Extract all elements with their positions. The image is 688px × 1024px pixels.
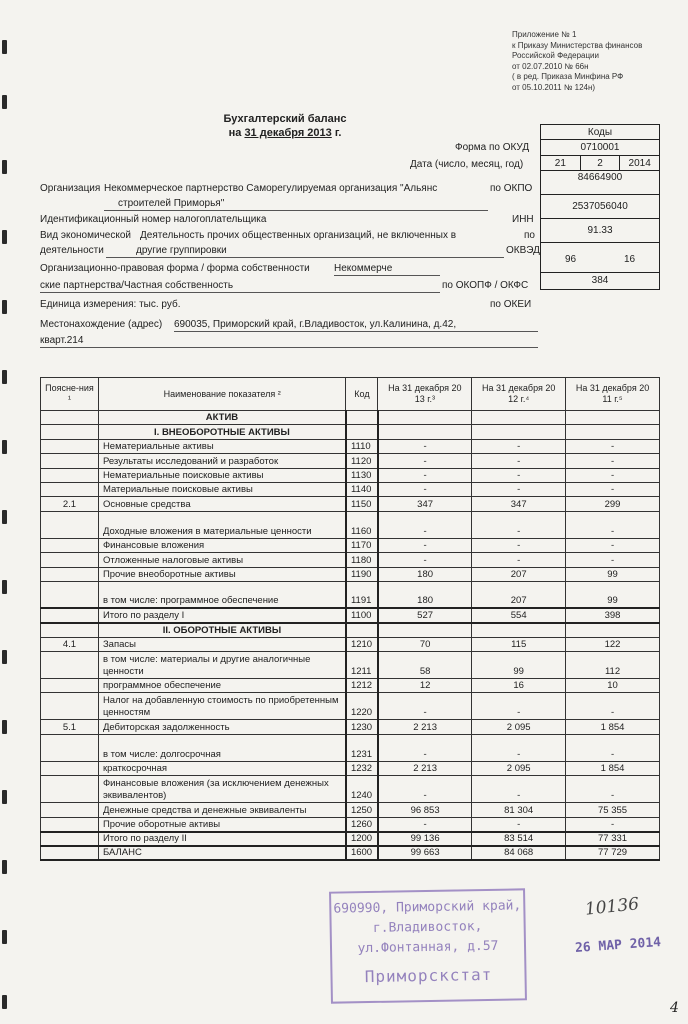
appendix-line: к Приказу Министерства финансов [512,40,643,50]
table-header-row [41,378,660,411]
table-row [41,679,660,693]
row-value-2011: - [566,817,660,831]
address-underline1 [174,331,538,332]
appendix-note [512,30,682,93]
okved-code: 91.33 [541,219,659,243]
date-month: 2 [581,156,621,171]
row-value-2011: 112 [566,652,660,679]
row-value-2012: 347 [472,497,566,511]
table-row [41,482,660,496]
row-name: в том числе: программное обеспечение [98,581,346,608]
row-code [346,411,378,425]
okopf-code: 96 [564,254,577,265]
row-name: Запасы [98,637,346,651]
row-code: 1130 [346,468,378,482]
binding-hole [2,370,7,384]
row-value-2011: 398 [566,608,660,622]
table-row [41,581,660,608]
row-note [41,817,99,831]
org-underline [104,210,488,211]
row-note [41,832,99,846]
row-code: 1200 [346,832,378,846]
table-row [41,803,660,817]
row-note [41,776,99,803]
row-note [41,734,99,761]
row-name: Финансовые вложения (за исключением денежных эквивалентов) [98,776,346,803]
row-note [41,454,99,468]
row-value-2012 [472,425,566,439]
header-2013: На 31 декабря 20 13 г.³ [378,378,472,411]
row-name: краткосрочная [98,761,346,775]
row-name: в том числе: долгосрочная [98,734,346,761]
row-name: Доходные вложения в материальные ценности [98,511,346,538]
activity-value-line2: другие группировки [136,245,227,256]
row-value-2012: - [472,468,566,482]
row-value-2012: - [472,454,566,468]
row-value-2013: 99 663 [378,846,472,860]
row-value-2011: - [566,468,660,482]
binding-hole [2,995,7,1009]
row-value-2013: - [378,776,472,803]
table-row [41,425,660,439]
row-value-2013: 12 [378,679,472,693]
row-value-2013: - [378,511,472,538]
row-value-2011: - [566,734,660,761]
po-label: по [524,230,535,241]
appendix-line: Российской Федерации [512,51,599,60]
binding-hole [2,580,7,594]
row-note [41,511,99,538]
row-note [41,468,99,482]
row-code: 1150 [346,497,378,511]
inn-code: 2537056040 [541,195,659,219]
okei-label: по ОКЕИ [490,299,532,310]
table-row [41,468,660,482]
row-value-2013: 96 853 [378,803,472,817]
legal-form-underline1 [334,275,440,276]
row-value-2011: 10 [566,679,660,693]
title-date-line [210,126,360,140]
legal-form-label: Организационно-правовая форма / форма собственности [40,263,310,274]
row-value-2012: - [472,511,566,538]
row-name: Денежные средства и денежные эквиваленты [98,803,346,817]
row-note [41,553,99,567]
row-value-2011: - [566,454,660,468]
date-code [541,156,659,172]
row-value-2013: 180 [378,581,472,608]
date-day: 21 [541,156,581,171]
address-underline2 [40,347,538,348]
table-row [41,720,660,734]
row-value-2012: 2 095 [472,720,566,734]
row-value-2012: - [472,817,566,831]
row-value-2012: 83 514 [472,832,566,846]
row-name: Прочие внеоборотные активы [98,567,346,581]
header-code: Код [346,378,378,411]
binding-hole [2,160,7,174]
unit-label: Единица измерения: тыс. руб. [40,299,181,310]
row-value-2011: - [566,439,660,453]
binding-hole [2,300,7,314]
okei-code: 384 [591,275,609,286]
row-code: 1212 [346,679,378,693]
binding-hole [2,230,7,244]
table-row [41,652,660,679]
row-value-2013: 347 [378,497,472,511]
row-value-2013: - [378,482,472,496]
row-note: 2.1 [41,497,99,511]
row-name: в том числе: материалы и другие аналогичные ценности [98,652,346,679]
row-name: БАЛАНС [98,846,346,860]
row-value-2013: 2 213 [378,761,472,775]
row-value-2011: 77 331 [566,832,660,846]
table-row [41,411,660,425]
row-name: Дебиторская задолженность [98,720,346,734]
row-value-2012: 81 304 [472,803,566,817]
table-row [41,623,660,637]
row-value-2013: 527 [378,608,472,622]
table-row [41,608,660,622]
row-name: Результаты исследований и разработок [98,454,346,468]
row-note [41,608,99,622]
binding-hole [2,930,7,944]
appendix-line: ( в ред. Приказа Минфина РФ [512,72,624,81]
table-row [41,538,660,552]
table-row [41,511,660,538]
row-value-2013: - [378,734,472,761]
row-value-2012: - [472,776,566,803]
received-date-stamp: 26 МАР 2014 [574,935,662,956]
appendix-line: от 05.10.2011 № 124н) [512,82,596,92]
codes-box [540,124,660,290]
date-year: 2014 [628,157,651,169]
row-code: 1170 [346,538,378,552]
legal-form-value2: ские партнерства/Частная собственность [40,280,234,291]
appendix-line: от 02.07.2010 № 66н [512,61,589,71]
table-row [41,553,660,567]
row-value-2013: - [378,693,472,720]
row-note [41,761,99,775]
row-value-2013: - [378,817,472,831]
row-code: 1100 [346,608,378,622]
row-value-2012: 207 [472,581,566,608]
handwritten-registration-number: 10136 [584,894,640,920]
row-name: Прочие оборотные активы [98,817,346,831]
row-note [41,623,99,637]
row-code: 1160 [346,511,378,538]
binding-hole [2,510,7,524]
row-value-2013 [378,425,472,439]
row-code: 1210 [346,637,378,651]
row-note [41,439,99,453]
stamp-line: ул.Фонтанная, д.57 [357,938,499,957]
okud-label: Форма по ОКУД [455,142,530,153]
legal-form-underline2 [40,292,440,293]
appendix-line: Приложение № 1 [512,30,577,39]
row-value-2012: 115 [472,637,566,651]
row-note [41,411,99,425]
address-value-line1: 690035, Приморский край, г.Владивосток, ул.Калинина, д.42, [174,319,457,330]
table-row [41,832,660,846]
binding-hole [2,95,7,109]
binding-hole [2,720,7,734]
table-row [41,817,660,831]
table-row [41,693,660,720]
row-code: 1180 [346,553,378,567]
table-row [41,567,660,581]
binding-hole [2,40,7,54]
row-value-2013: - [378,468,472,482]
balance-table [40,377,660,861]
row-value-2012: 84 068 [472,846,566,860]
row-name: I. ВНЕОБОРОТНЫЕ АКТИВЫ [98,425,346,439]
row-value-2011 [566,425,660,439]
page-number: 4 [670,1000,679,1016]
row-code: 1232 [346,761,378,775]
row-value-2013: - [378,454,472,468]
binding-hole [2,860,7,874]
row-code: 1231 [346,734,378,761]
address-value-line2: кварт.214 [40,335,84,346]
header-2011: На 31 декабря 20 11 г.⁵ [566,378,660,411]
row-code: 1240 [346,776,378,803]
row-value-2011: 99 [566,567,660,581]
okfs-code: 16 [623,254,636,265]
row-value-2011: 299 [566,497,660,511]
stamp-line: г.Владивосток, [372,919,483,936]
row-value-2013: - [378,538,472,552]
row-note [41,538,99,552]
table-row [41,497,660,511]
title-line: Бухгалтерский баланс [223,113,347,125]
row-note: 4.1 [41,637,99,651]
activity-value-line1: Деятельность прочих общественных организаций, не включенных в [140,230,457,241]
okud-code: 0710001 [541,140,659,156]
row-value-2013: 2 213 [378,720,472,734]
row-code: 1120 [346,454,378,468]
okved-label: ОКВЭД [506,245,540,256]
row-value-2011: 1 854 [566,761,660,775]
row-value-2011: - [566,553,660,567]
row-value-2013: - [378,553,472,567]
row-name: Итого по разделу I [98,608,346,622]
stamp-org-name: Приморскстат [364,964,493,987]
row-value-2012 [472,411,566,425]
row-note [41,581,99,608]
row-note [41,425,99,439]
table-row [41,846,660,860]
inn-short-label: ИНН [512,214,534,225]
row-note [41,679,99,693]
okpo-label: по ОКПО [490,183,533,194]
row-code [346,623,378,637]
row-name: Нематериальные активы [98,439,346,453]
row-value-2011: 77 729 [566,846,660,860]
title-prefix: на [228,127,242,139]
row-name: Налог на добавленную стоимость по приобретенным ценностям [98,693,346,720]
row-value-2012: - [472,734,566,761]
row-code: 1600 [346,846,378,860]
row-code: 1190 [346,567,378,581]
row-value-2013: 180 [378,567,472,581]
table-row [41,637,660,651]
row-name: Отложенные налоговые активы [98,553,346,567]
row-note [41,803,99,817]
row-name: программное обеспечение [98,679,346,693]
row-value-2011: 1 854 [566,720,660,734]
row-note [41,567,99,581]
row-value-2011: - [566,511,660,538]
activity-label1: Вид экономической [40,230,131,241]
row-note [41,482,99,496]
row-code: 1191 [346,581,378,608]
row-value-2012: - [472,693,566,720]
statistics-office-stamp [329,888,527,1003]
row-name: Финансовые вложения [98,538,346,552]
row-value-2013 [378,623,472,637]
row-code: 1211 [346,652,378,679]
row-name: АКТИВ [98,411,346,425]
row-value-2013: 70 [378,637,472,651]
row-value-2011: 75 355 [566,803,660,817]
header-name: Наименование показателя ² [98,378,346,411]
table-row [41,776,660,803]
row-code: 1220 [346,693,378,720]
title-suffix: г. [334,127,342,139]
okpo-code: 84664900 [541,171,659,195]
row-value-2012: 16 [472,679,566,693]
row-value-2011 [566,623,660,637]
row-value-2012: - [472,482,566,496]
stamp-line: 690990, Приморский край, [333,898,522,917]
row-value-2011: - [566,776,660,803]
row-value-2013: - [378,439,472,453]
org-label: Организация [40,183,101,194]
row-name: II. ОБОРОТНЫЕ АКТИВЫ [98,623,346,637]
table-row [41,454,660,468]
inn-label: Идентификационный номер налогоплательщика [40,214,267,225]
row-code: 1140 [346,482,378,496]
activity-label2: деятельности [40,245,104,256]
org-name-line2: строителей Приморья" [118,198,225,209]
row-value-2013: 58 [378,652,472,679]
date-label: Дата (число, месяц, год) [410,159,524,170]
row-value-2011: - [566,482,660,496]
legal-form-value1: Некоммерче [334,263,393,274]
row-name: Материальные поисковые активы [98,482,346,496]
row-code: 1260 [346,817,378,831]
row-value-2012: 207 [472,567,566,581]
row-value-2011 [566,411,660,425]
row-name: Основные средства [98,497,346,511]
row-value-2011: 122 [566,637,660,651]
row-code: 1250 [346,803,378,817]
row-value-2012: - [472,439,566,453]
row-code [346,425,378,439]
org-name-line1: Некоммерческое партнерство Саморегулируемая организация "Альянс [104,183,438,194]
row-value-2012: - [472,553,566,567]
row-note: 5.1 [41,720,99,734]
title-date: 31 декабря 2013 [244,127,332,139]
row-note [41,846,99,860]
table-row [41,734,660,761]
row-value-2012 [472,623,566,637]
row-value-2012: 2 095 [472,761,566,775]
row-code: 1230 [346,720,378,734]
table-row [41,439,660,453]
row-value-2011: - [566,693,660,720]
row-name: Итого по разделу II [98,832,346,846]
activity-underline [106,257,504,258]
table-row [41,761,660,775]
okopf-label: по ОКОПФ / ОКФС [442,280,529,291]
row-value-2013: 99 136 [378,832,472,846]
row-value-2013 [378,411,472,425]
row-value-2012: 554 [472,608,566,622]
document-title [210,112,360,140]
row-value-2011: - [566,538,660,552]
row-value-2012: - [472,538,566,552]
okopf-okfs-code [541,243,659,273]
header-note: Поясне-ния ¹ [41,378,99,411]
binding-hole [2,440,7,454]
row-note [41,652,99,679]
row-value-2012: 99 [472,652,566,679]
header-2012: На 31 декабря 20 12 г.⁴ [472,378,566,411]
row-name: Нематериальные поисковые активы [98,468,346,482]
row-value-2011: 99 [566,581,660,608]
address-label: Местонахождение (адрес) [40,319,163,330]
codes-header: Коды [541,125,659,140]
binding-hole [2,790,7,804]
row-note [41,693,99,720]
binding-hole [2,650,7,664]
row-code: 1110 [346,439,378,453]
